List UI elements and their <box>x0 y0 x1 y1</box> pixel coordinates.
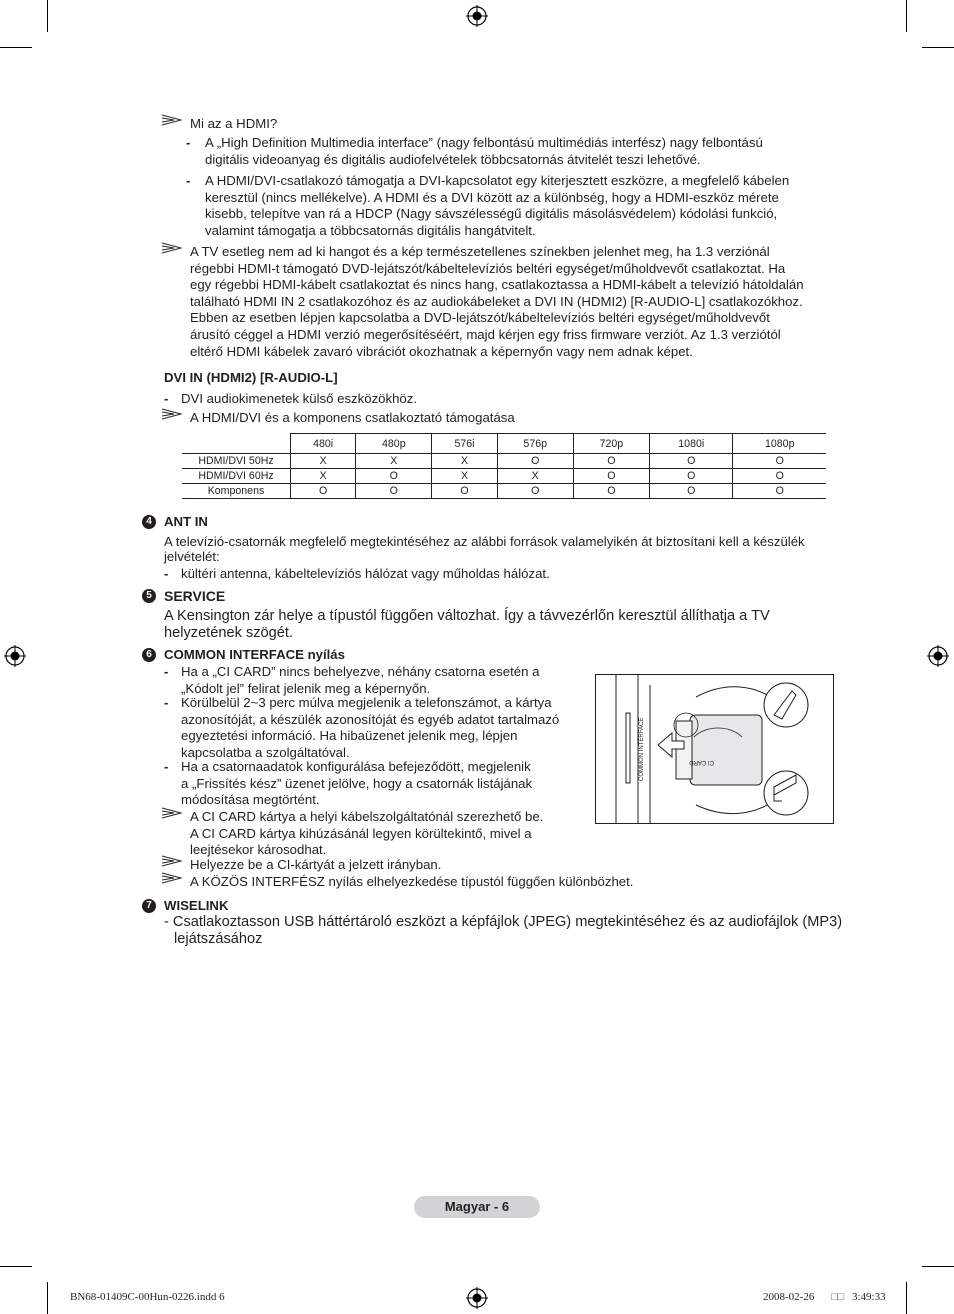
print-boxes: □□ <box>831 1291 845 1303</box>
table-cell: O <box>733 469 826 484</box>
column-header: 1080p <box>733 434 826 454</box>
crop-mark <box>0 1266 32 1267</box>
note-arrow-icon <box>162 872 182 884</box>
table-cell: O <box>733 484 826 499</box>
slot-label: COMMON INTERFACE <box>639 717 645 781</box>
wiselink-heading: WISELINK <box>164 898 229 913</box>
table-corner <box>182 434 291 454</box>
table-cell: O <box>356 484 432 499</box>
registration-mark-icon <box>466 5 488 27</box>
column-header: 1080i <box>650 434 733 454</box>
table-cell: O <box>573 454 649 469</box>
note-arrow-icon <box>162 114 182 126</box>
ci-card-illustration <box>596 675 834 824</box>
ant-text: A televízió-csatornák megfelelő megtekintéséhez az alábbi források valamelyikén át biztosítani kell a készülék jelvételét: <box>164 534 805 564</box>
row-label: HDMI/DVI 50Hz <box>182 454 291 469</box>
table-cell: O <box>650 469 733 484</box>
crop-mark <box>906 0 907 32</box>
column-header: 576p <box>497 434 573 454</box>
ci-bullet-2: Körülbelül 2~3 perc múlva megjelenik a telefonszámot, a kártya azonosítóját, a készülék azonosítóját és egyéb adatot tartalmazó egyeztetési információ. Ha hibaüzenet jelenik meg, lépjen kapcsolatba a szolgáltatóval. <box>181 695 560 760</box>
table-cell: X <box>291 454 356 469</box>
bullet-dash: - <box>186 173 191 188</box>
section-number-badge: 4 <box>142 515 156 529</box>
ci-note-2: Helyezze be a CI-kártyát a jelzett irányban. <box>190 857 442 872</box>
column-header: 720p <box>573 434 649 454</box>
bullet-dash: - <box>164 664 169 679</box>
table-cell: X <box>432 469 497 484</box>
crop-mark <box>922 1266 954 1267</box>
bullet-dash: - <box>164 695 169 710</box>
card-label: CI CARD <box>689 759 714 765</box>
table-cell: O <box>573 484 649 499</box>
column-header: 576i <box>432 434 497 454</box>
bullet-dash: - <box>164 391 169 406</box>
row-label: HDMI/DVI 60Hz <box>182 469 291 484</box>
column-header: 480i <box>291 434 356 454</box>
table-cell: O <box>356 469 432 484</box>
table-cell: O <box>650 484 733 499</box>
section-number-badge: 7 <box>142 899 156 913</box>
ci-note-1: A CI CARD kártya a helyi kábelszolgáltatónál szerezhető be. A CI CARD kártya kihúzásánál legyen körültekintő, mivel a leejtésekor károsodhat. <box>190 809 544 858</box>
bullet-dash: - <box>164 566 169 581</box>
table-row <box>182 469 826 484</box>
table-cell: X <box>356 454 432 469</box>
hdmi-note-title: Mi az a HDMI? <box>190 116 278 131</box>
indd-filename: BN68-01409C-00Hun-0226.indd 6 <box>70 1291 225 1303</box>
crop-mark <box>0 47 32 48</box>
ci-card-figure <box>595 674 834 824</box>
dvi-heading: DVI IN (HDMI2) [R-AUDIO-L] <box>164 370 338 385</box>
print-date: 2008-02-26 <box>763 1291 815 1303</box>
table-cell: O <box>497 454 573 469</box>
table-cell: O <box>432 484 497 499</box>
row-label: Komponens <box>182 484 291 499</box>
note-arrow-icon <box>162 408 182 420</box>
ant-bullet: kültéri antenna, kábeltelevíziós hálózat vagy műholdas hálózat. <box>181 566 550 581</box>
crop-mark <box>906 1282 907 1314</box>
column-header: 480p <box>356 434 432 454</box>
support-table <box>182 433 826 499</box>
note-arrow-icon <box>162 242 182 254</box>
service-text: A Kensington zár helye a típustól függően változhat. Így a távvezérlőn keresztül állíthatja a TV helyzetének szögét. <box>164 608 770 641</box>
crop-mark <box>47 1282 48 1314</box>
wiselink-text: - Csatlakoztasson USB háttértároló eszközt a képfájlok (JPEG) megtekintéséhez és az audiofájlok (MP3) lejátszásához <box>164 914 843 947</box>
bullet-dash: - <box>164 759 169 774</box>
section-number-badge: 6 <box>142 648 156 662</box>
sound-note: A TV esetleg nem ad ki hangot és a kép természetellenes színekben jelenhet meg, ha 1.3 verziónál régebbi HDMI-t támogató DVD-lejátszót/kábeltelevíziós beltéri egységet/műholdvevőt csatlakoztat. Ha egy régebbi HDMI-kábelt csatlakoztat és nincs hang, csatlakoztassa a HDMI-kábelt a televízió hátoldalán található HDMI IN 2 csatlakozóhoz és az audiokábeleket a DVI IN (HDMI2) [R-AUDIO-L] csatlakozókhoz. Ebben az esetben lépjen kapcsolatba a DVD-lejátszót/kábeltelevíziós beltéri egységet/műholdvevőt árusító céggel a HDMI verzió megerősítéséért, majd kérjen egy friss firmware verziót. Az 1.3 verziótól eltérő HDMI kábelek zavaró vibrációt okozhatnak a képernyőn vagy nem adnak képet. <box>190 244 804 359</box>
service-heading: SERVICE <box>164 588 226 604</box>
table-cell: O <box>733 454 826 469</box>
dvi-bullet: DVI audiokimenetek külső eszközökhöz. <box>181 391 418 406</box>
registration-mark-icon <box>927 645 949 667</box>
ci-heading: COMMON INTERFACE nyílás <box>164 647 345 662</box>
ci-bullet-1: Ha a „CI CARD” nincs behelyezve, néhány csatorna esetén a „Kódolt jel” felirat jelenik meg a képernyőn. <box>181 664 540 696</box>
bullet-dash: - <box>186 135 191 150</box>
table-cell: O <box>291 484 356 499</box>
section-number-badge: 5 <box>142 589 156 603</box>
note-arrow-icon <box>162 807 182 819</box>
table-cell: X <box>432 454 497 469</box>
crop-mark <box>47 0 48 32</box>
registration-mark-icon <box>466 1287 488 1309</box>
registration-mark-icon <box>4 645 26 667</box>
table-cell: O <box>573 469 649 484</box>
ci-note-3: A KÖZÖS INTERFÉSZ nyílás elhelyezkedése típustól függően különbözhet. <box>190 874 634 889</box>
table-cell: X <box>497 469 573 484</box>
note-arrow-icon <box>162 855 182 867</box>
ci-bullet-3: Ha a csatornaadatok konfigurálása befejeződött, megjelenik a „Frissítés kész” üzenet jelölve, hogy a csatornák listájának módosítása megtörtént. <box>181 759 533 808</box>
table-cell: O <box>650 454 733 469</box>
page-number-badge: Magyar - 6 <box>414 1196 540 1218</box>
table-cell: X <box>291 469 356 484</box>
ant-heading: ANT IN <box>164 514 208 529</box>
table-cell: O <box>497 484 573 499</box>
hdmi-bullet-1: A „High Definition Multimedia interface” (nagy felbontású multimédiás interfész) nagy felbontású digitális videoanyag és digitális audiofelvételek többcsatornás átvitelét teszi lehetővé. <box>205 135 763 167</box>
table-row <box>182 454 826 469</box>
table-row <box>182 484 826 499</box>
print-time: 3:49:33 <box>852 1291 886 1303</box>
hdmi-bullet-2: A HDMI/DVI-csatlakozó támogatja a DVI-kapcsolatot egy kiterjesztett eszközre, a megfelelő kábelen keresztül (nincs mellékelve). A HDMI és a DVI között az a különbség, hogy a HDMI-eszköz mérete kisebb, telepítve van rá a HDCP (Nagy sávszélességű digitális másolásvédelem) kódolási funkció, valamint támogatja a többcsatornás digitális hangátvitelt. <box>205 173 790 238</box>
crop-mark <box>922 47 954 48</box>
table-header-row <box>182 434 826 454</box>
dvi-note: A HDMI/DVI és a komponens csatlakoztató támogatása <box>190 410 515 425</box>
